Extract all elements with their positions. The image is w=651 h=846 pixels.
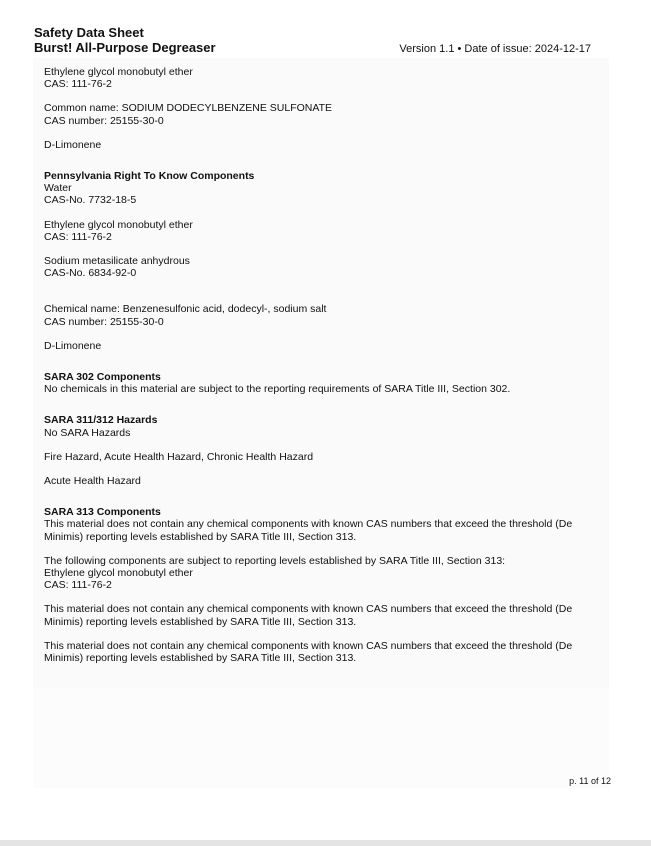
page-number: p. 11 of 12 bbox=[569, 776, 611, 786]
regulatory-content bbox=[44, 66, 604, 664]
text-line: Sodium metasilicate anhydrous bbox=[44, 255, 190, 268]
text-line: Minimis) reporting levels established by SARA Title III, Section 313. bbox=[44, 615, 357, 628]
page-header bbox=[34, 25, 614, 57]
product-name: Burst! All-Purpose Degreaser bbox=[34, 40, 216, 55]
text-line: No chemicals in this material are subject to the reporting requirements of SARA Title III, Section 302. bbox=[44, 383, 511, 396]
text-line: CAS number: 25155-30-0 bbox=[44, 315, 164, 328]
text-line: Chemical name: Benzenesulfonic acid, dodecyl-, sodium salt bbox=[44, 303, 327, 316]
viewer-bottom-edge bbox=[0, 840, 651, 846]
text-line: CAS-No. 6834-92-0 bbox=[44, 267, 137, 280]
document-type-title: Safety Data Sheet bbox=[34, 25, 144, 40]
text-line: This material does not contain any chemical components with known CAS numbers that exceed the threshold (De bbox=[44, 518, 573, 531]
text-line: The following components are subject to reporting levels established by SARA Title III, Section 313: bbox=[44, 554, 506, 567]
section-heading-sara-313: SARA 313 Components bbox=[44, 506, 161, 519]
text-line: CAS: 111-76-2 bbox=[44, 579, 112, 592]
text-line: Ethylene glycol monobutyl ether bbox=[44, 66, 193, 78]
section-heading-sara-311-312: SARA 311/312 Hazards bbox=[44, 414, 158, 427]
text-line: Ethylene glycol monobutyl ether bbox=[44, 567, 193, 580]
text-line: Water bbox=[44, 182, 72, 195]
text-line: CAS-No. 7732-18-5 bbox=[44, 194, 137, 207]
text-line: CAS number: 25155-30-0 bbox=[44, 114, 164, 127]
section-heading-sara-302: SARA 302 Components bbox=[44, 371, 161, 384]
text-line: Ethylene glycol monobutyl ether bbox=[44, 218, 193, 231]
section-heading-pennsylvania: Pennsylvania Right To Know Components bbox=[44, 170, 255, 183]
product-row bbox=[34, 40, 614, 57]
text-line: This material does not contain any chemical components with known CAS numbers that exceed the threshold (De bbox=[44, 639, 573, 652]
text-line: Acute Health Hazard bbox=[44, 475, 141, 488]
text-line: No SARA Hazards bbox=[44, 426, 131, 439]
text-line: CAS: 111-76-2 bbox=[44, 78, 112, 91]
text-line: This material does not contain any chemical components with known CAS numbers that exceed the threshold (De bbox=[44, 603, 573, 616]
text-line: Minimis) reporting levels established by SARA Title III, Section 313. bbox=[44, 652, 357, 665]
text-line: Fire Hazard, Acute Health Hazard, Chronic Health Hazard bbox=[44, 450, 314, 463]
text-line: CAS: 111-76-2 bbox=[44, 230, 112, 243]
text-line: Minimis) reporting levels established by SARA Title III, Section 313. bbox=[44, 530, 357, 543]
footer-background bbox=[33, 688, 609, 788]
text-line: Common name: SODIUM DODECYLBENZENE SULFONATE bbox=[44, 102, 333, 115]
text-line: D-Limonene bbox=[44, 138, 102, 151]
version-date-line: Version 1.1 • Date of issue: 2024-12-17 bbox=[399, 43, 591, 55]
text-line: D-Limonene bbox=[44, 339, 102, 352]
